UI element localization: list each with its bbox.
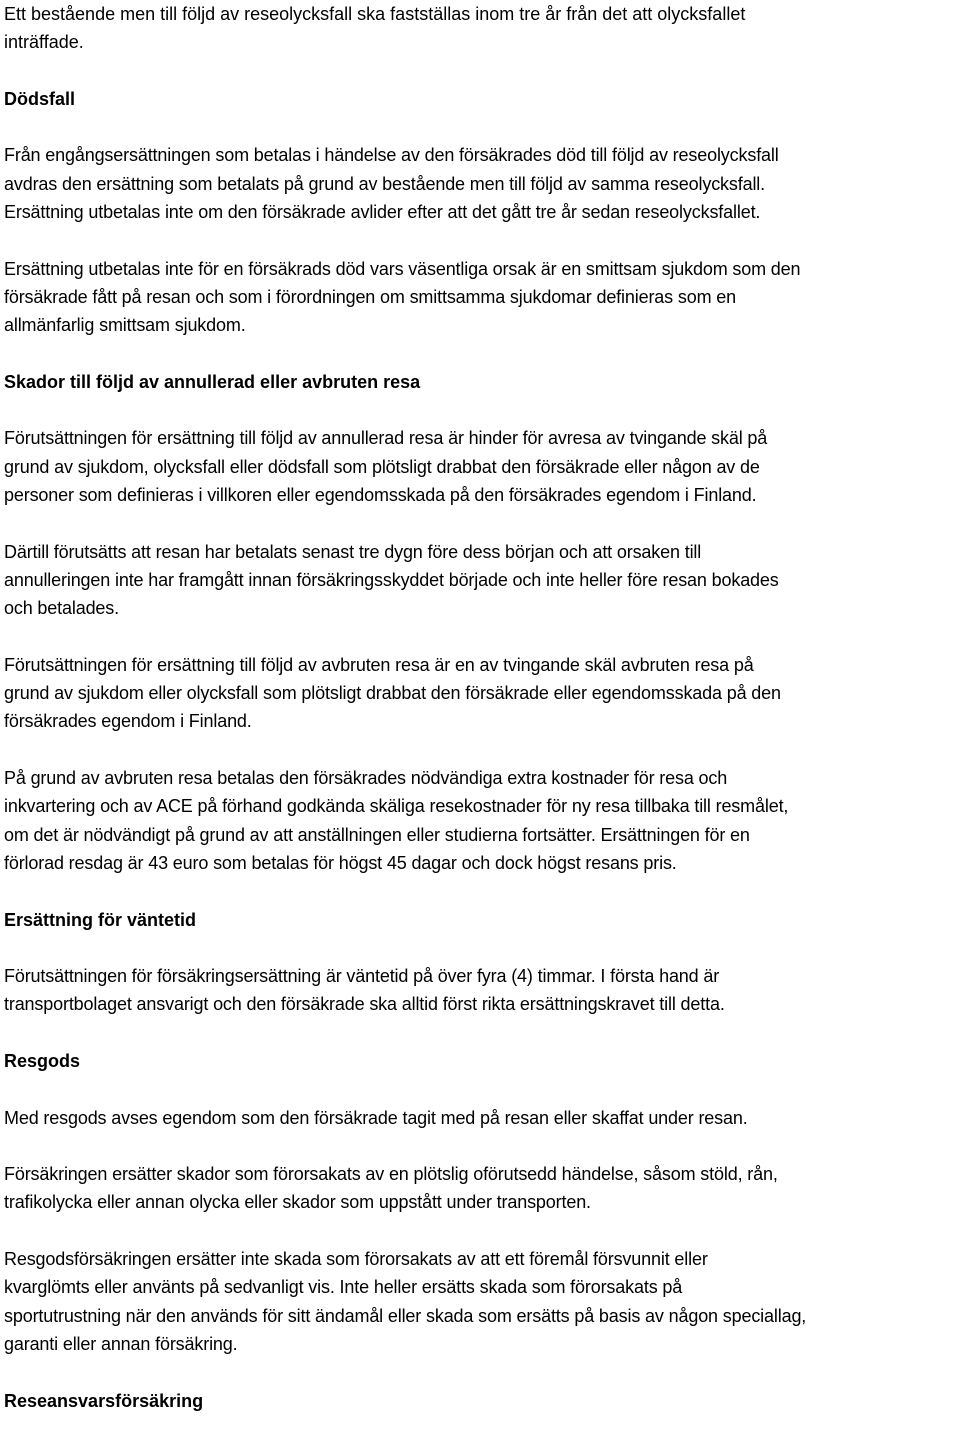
text-line: inträffade. bbox=[4, 32, 84, 53]
paragraph-annullerad-betalning bbox=[4, 538, 958, 623]
document-page bbox=[4, 0, 958, 1443]
text-line: Resgodsförsäkringen ersätter inte skada som förorsakats av att ett föremål försvunnit eller bbox=[4, 1249, 708, 1270]
text-line: Ersättning utbetalas inte om den försäkrade avlider efter att det gått tre år sedan reseolycksfallet. bbox=[4, 202, 761, 223]
text-line: Med resgods avses egendom som den försäkrade tagit med på resan eller skaffat under resan. bbox=[4, 1107, 748, 1128]
text-line: kvarglömts eller använts på sedvanligt vis. Inte heller ersätts skada som förorsakats på bbox=[4, 1277, 683, 1298]
text-line: allmänfarlig smittsam sjukdom. bbox=[4, 315, 246, 336]
text-line: förlorad resdag är 43 euro som betalas för högst 45 dagar och dock högst resans pris. bbox=[4, 852, 677, 873]
text-line: grund av sjukdom eller olycksfall som plötsligt drabbat den försäkrade eller egendomsskada på den bbox=[4, 683, 781, 704]
text-line: personer som definieras i villkoren eller egendomsskada på den försäkrades egendom i Finland. bbox=[4, 485, 757, 506]
paragraph-dodsfall-avdrag bbox=[4, 141, 958, 226]
text-line: trafikolycka eller annan olycka eller skador som uppstått under transporten. bbox=[4, 1192, 591, 1213]
paragraph-resgods-undantag bbox=[4, 1245, 958, 1358]
text-line: Ett bestående men till följd av reseolycksfall ska fastställas inom tre år från det att olycksfallet bbox=[4, 4, 746, 24]
paragraph-vantetid bbox=[4, 962, 958, 1019]
paragraph-annullerad-forutsattning bbox=[4, 424, 958, 509]
text-line: Från engångsersättningen som betalas i händelse av den försäkrades död till följd av reseolycksfall bbox=[4, 145, 779, 166]
text-line: annulleringen inte har framgått innan försäkringsskyddet började och inte heller före resan bokades bbox=[4, 569, 779, 590]
text-line: avdras den ersättning som betalats på grund av bestående men till följd av samma reseolycksfall. bbox=[4, 173, 766, 194]
paragraph-dodsfall-smittsam bbox=[4, 255, 958, 340]
paragraph-avbruten-kostnader bbox=[4, 764, 958, 877]
paragraph-resgods-definition bbox=[4, 1104, 958, 1132]
heading-ersattning-vantetid: Ersättning för väntetid bbox=[4, 909, 197, 930]
text-line: Förutsättningen för försäkringsersättning är väntetid på över fyra (4) timmar. I första hand är bbox=[4, 966, 720, 987]
text-line: Förutsättningen för ersättning till följd av avbruten resa är en av tvingande skäl avbruten resa på bbox=[4, 654, 754, 675]
heading-resgods: Resgods bbox=[4, 1050, 81, 1071]
text-line: På grund av avbruten resa betalas den försäkrades nödvändiga extra kostnader för resa och bbox=[4, 768, 728, 789]
text-line: och betalades. bbox=[4, 598, 119, 619]
text-line: om det är nödvändigt på grund av att anställningen eller studierna fortsätter. Ersättningen för en bbox=[4, 824, 750, 845]
text-line: garanti eller annan försäkring. bbox=[4, 1333, 238, 1354]
heading-annullerad-avbruten-resa: Skador till följd av annullerad eller avbruten resa bbox=[4, 371, 421, 392]
text-line: försäkrades egendom i Finland. bbox=[4, 711, 252, 732]
paragraph-bestaende-men bbox=[4, 0, 958, 57]
paragraph-resgods-ersatter bbox=[4, 1160, 958, 1217]
text-line: grund av sjukdom, olycksfall eller dödsfall som plötsligt drabbat den försäkrade eller någon av de bbox=[4, 456, 760, 477]
text-line: Därtill förutsätts att resan har betalats senast tre dygn före dess början och att orsaken till bbox=[4, 541, 702, 562]
heading-dodsfall: Dödsfall bbox=[4, 88, 76, 109]
paragraph-avbruten-forutsattning bbox=[4, 651, 958, 736]
text-line: transportbolaget ansvarigt och den försäkrade ska alltid först rikta ersättningskravet till detta. bbox=[4, 994, 725, 1015]
text-line: Förutsättningen för ersättning till följd av annullerad resa är hinder för avresa av tvingande skäl på bbox=[4, 428, 768, 449]
text-line: Försäkringen ersätter skador som förorsakats av en plötslig oförutsedd händelse, såsom stöld, rån, bbox=[4, 1164, 778, 1185]
text-line: sportutrustning när den används för sitt ändamål eller skada som ersätts på basis av någon speciallag, bbox=[4, 1305, 807, 1326]
text-line: försäkrade fått på resan och som i förordningen om smittsamma sjukdomar definieras som en bbox=[4, 286, 736, 307]
heading-reseansvarsforsakring: Reseansvarsförsäkring bbox=[4, 1390, 204, 1411]
text-line: Ersättning utbetalas inte för en försäkrads död vars väsentliga orsak är en smittsam sjukdom som den bbox=[4, 258, 801, 279]
text-line: inkvartering och av ACE på förhand godkända skäliga resekostnader för ny resa tillbaka till resmålet, bbox=[4, 796, 789, 817]
